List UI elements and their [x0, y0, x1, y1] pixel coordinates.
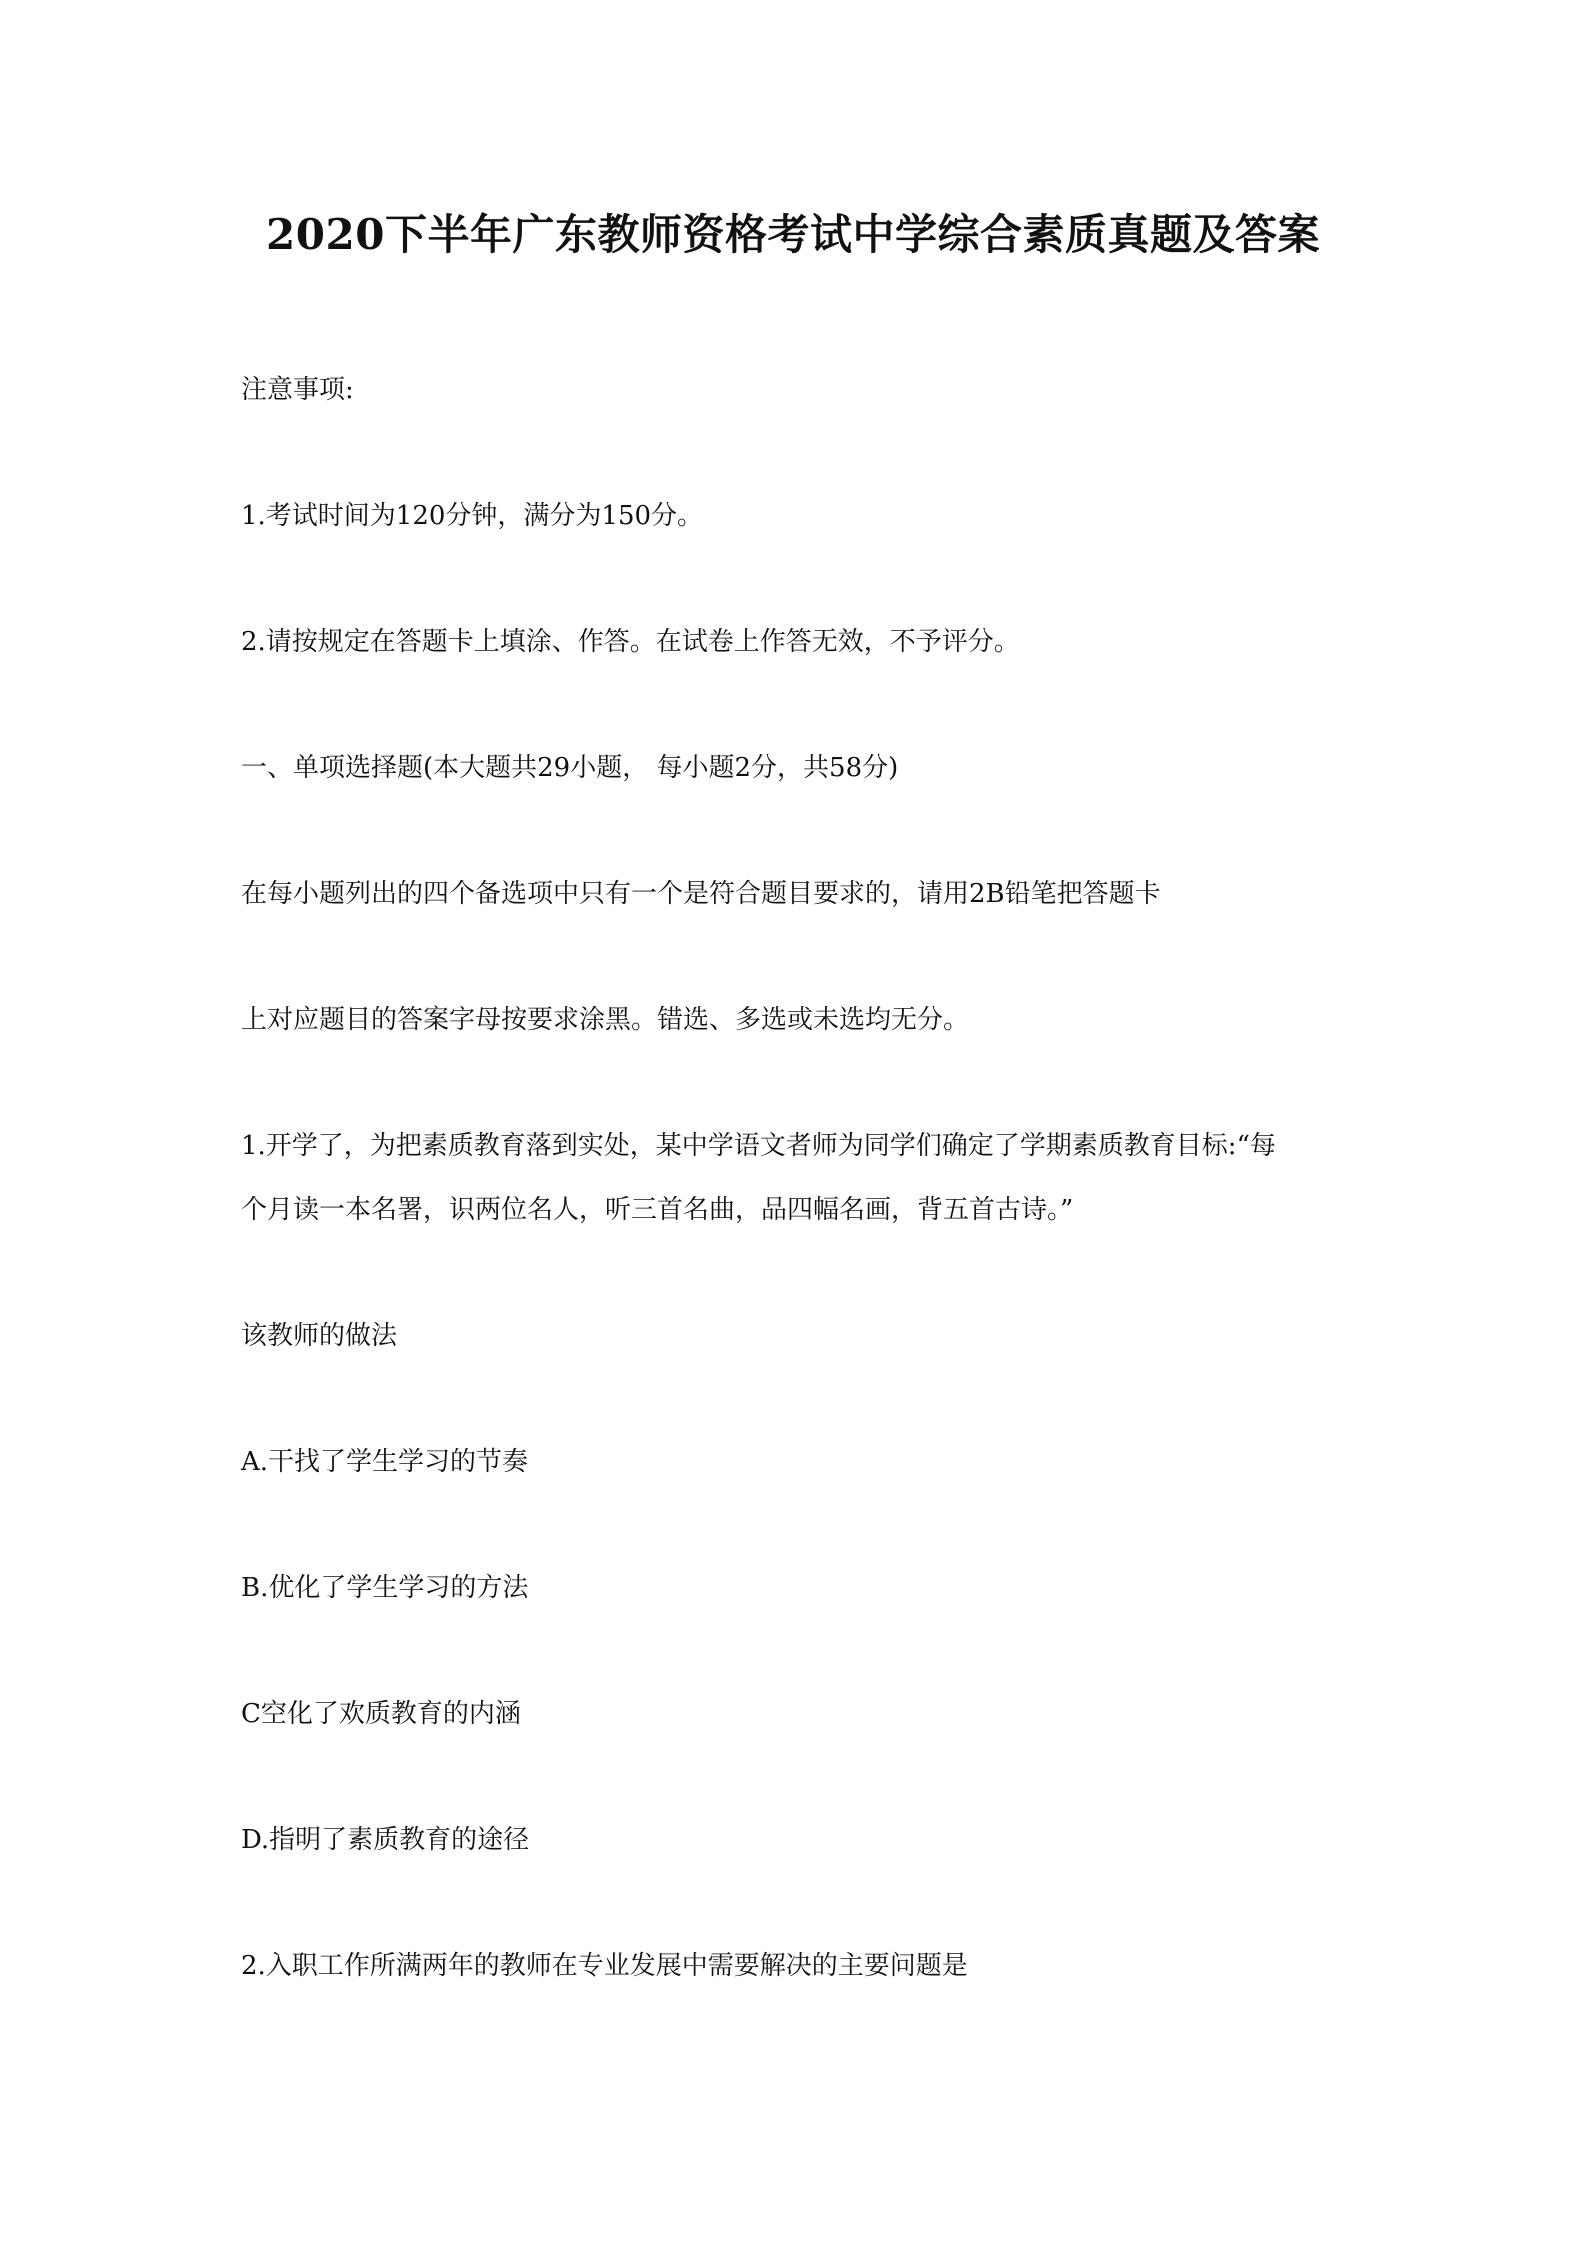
document-title: 2020下半年广东教师资格考试中学综合素质真题及答案	[266, 210, 1320, 259]
question-1-option-c: C空化了欢质教育的内涵	[241, 1699, 521, 1729]
question-1-line-1: 1.开学了，为把素质教育落到实处，某中学语文者师为同学们确定了学期素质教育目标:“每	[241, 1131, 1276, 1161]
question-2-line-1: 2.入职工作所满两年的教师在专业发展中需要解决的主要问题是	[241, 1951, 968, 1981]
question-1-option-b: B.优化了学生学习的方法	[241, 1573, 529, 1603]
instruction-line-1: 在每小题列出的四个备选项中只有一个是符合题目要求的，请用2B铅笔把答题卡	[241, 879, 1161, 909]
question-1-option-d: D.指明了素质教育的途径	[241, 1825, 530, 1855]
question-1-option-a: A.干找了学生学习的节奏	[241, 1447, 529, 1477]
notice-item-2: 2.请按规定在答题卡上填涂、作答。在试卷上作答无效，不予评分。	[241, 627, 1020, 657]
question-1-line-3: 该教师的做法	[241, 1321, 398, 1351]
notice-heading: 注意事项:	[241, 375, 354, 405]
notice-item-1: 1.考试时间为120分钟，满分为150分。	[241, 501, 704, 531]
instruction-line-2: 上对应题目的答案字母按要求涂黑。错选、多选或未选均无分。	[241, 1005, 970, 1035]
section-heading: 一、单项选择题(本大题共29小题， 每小题2分，共58分)	[241, 753, 899, 783]
question-1-line-2: 个月读一本名署，识两位名人，听三首名曲，品四幅名画，背五首古诗。”	[241, 1195, 1074, 1225]
